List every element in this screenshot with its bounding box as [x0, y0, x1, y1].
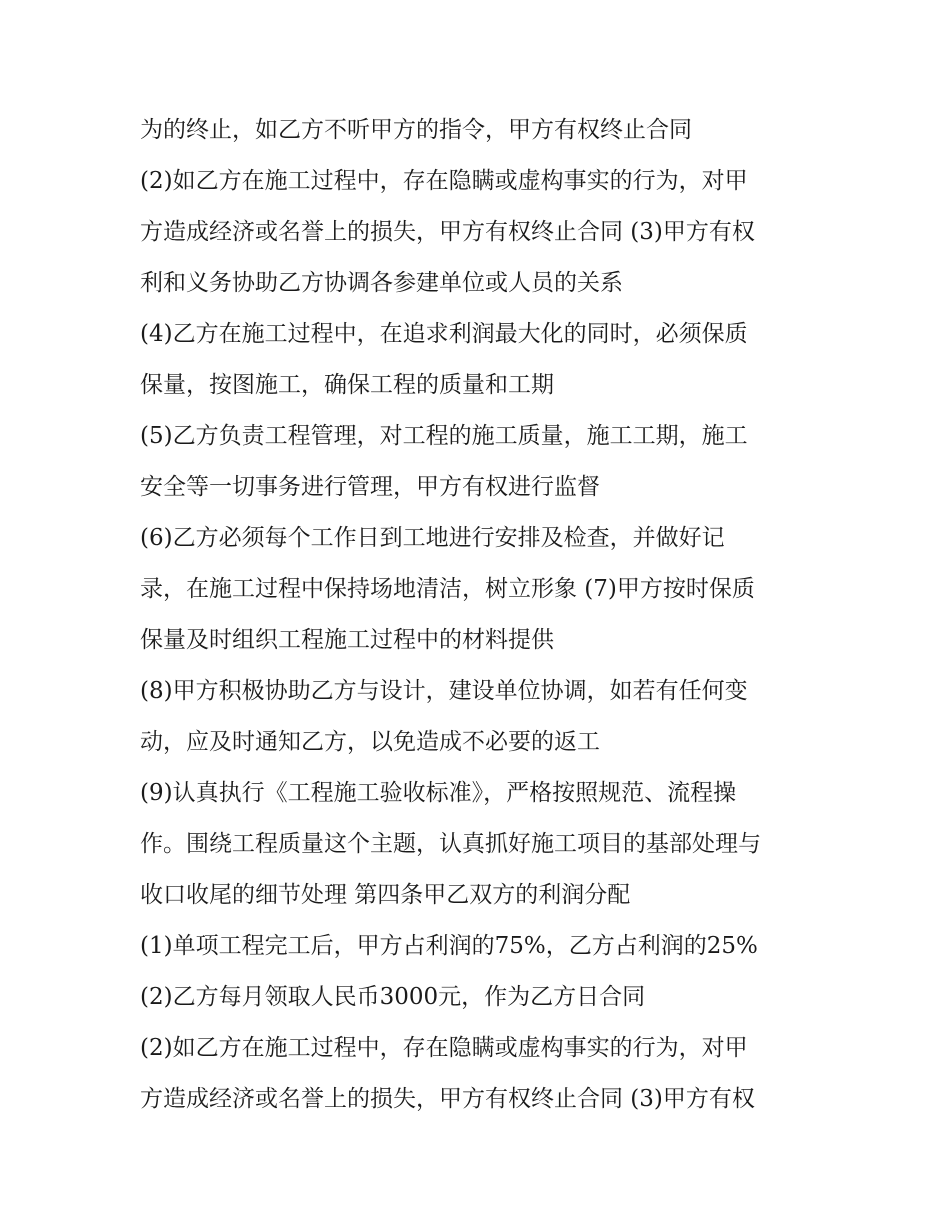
text-line: (5)乙方负责工程管理，对工程的施工质量，施工工期，施工 [140, 423, 748, 449]
text-line: (2)如乙方在施工过程中，存在隐瞒或虚构事实的行为，对甲 [140, 1035, 748, 1061]
text-line: 为的终止，如乙方不听甲方的指令，甲方有权终止合同 [140, 117, 692, 143]
text-line: 录，在施工过程中保持场地清洁，树立形象 (7)甲方按时保质 [140, 576, 755, 602]
text-line: 方造成经济或名誉上的损失，甲方有权终止合同 (3)甲方有权 [140, 1086, 755, 1112]
text-line: 方造成经济或名誉上的损失，甲方有权终止合同 (3)甲方有权 [140, 219, 755, 245]
text-line: 收口收尾的细节处理 第四条甲乙双方的利润分配 [140, 882, 631, 908]
text-line: (2)乙方每月领取人民币3000元，作为乙方日合同 [140, 984, 646, 1010]
document-body [140, 105, 840, 1125]
text-line: (1)单项工程完工后，甲方占利润的75%，乙方占利润的25% [140, 933, 758, 959]
text-line: 利和义务协助乙方协调各参建单位或人员的关系 [140, 270, 623, 296]
text-line: 保量，按图施工，确保工程的质量和工期 [140, 372, 554, 398]
text-line: 安全等一切事务进行管理，甲方有权进行监督 [140, 474, 600, 500]
text-line: (9)认真执行《工程施工验收标准》，严格按照规范、流程操 [140, 780, 737, 806]
text-line: (4)乙方在施工过程中，在追求利润最大化的同时，必须保质 [140, 321, 748, 347]
text-line: (6)乙方必须每个工作日到工地进行安排及检查，并做好记 [140, 525, 725, 551]
text-line: 作。围绕工程质量这个主题，认真抓好施工项目的基部处理与 [140, 831, 761, 857]
text-line: 保量及时组织工程施工过程中的材料提供 [140, 627, 554, 653]
text-line: (8)甲方积极协助乙方与设计，建设单位协调，如若有任何变 [140, 678, 748, 704]
text-line: (2)如乙方在施工过程中，存在隐瞒或虚构事实的行为，对甲 [140, 168, 748, 194]
text-line: 动，应及时通知乙方，以免造成不必要的返工 [140, 729, 600, 755]
